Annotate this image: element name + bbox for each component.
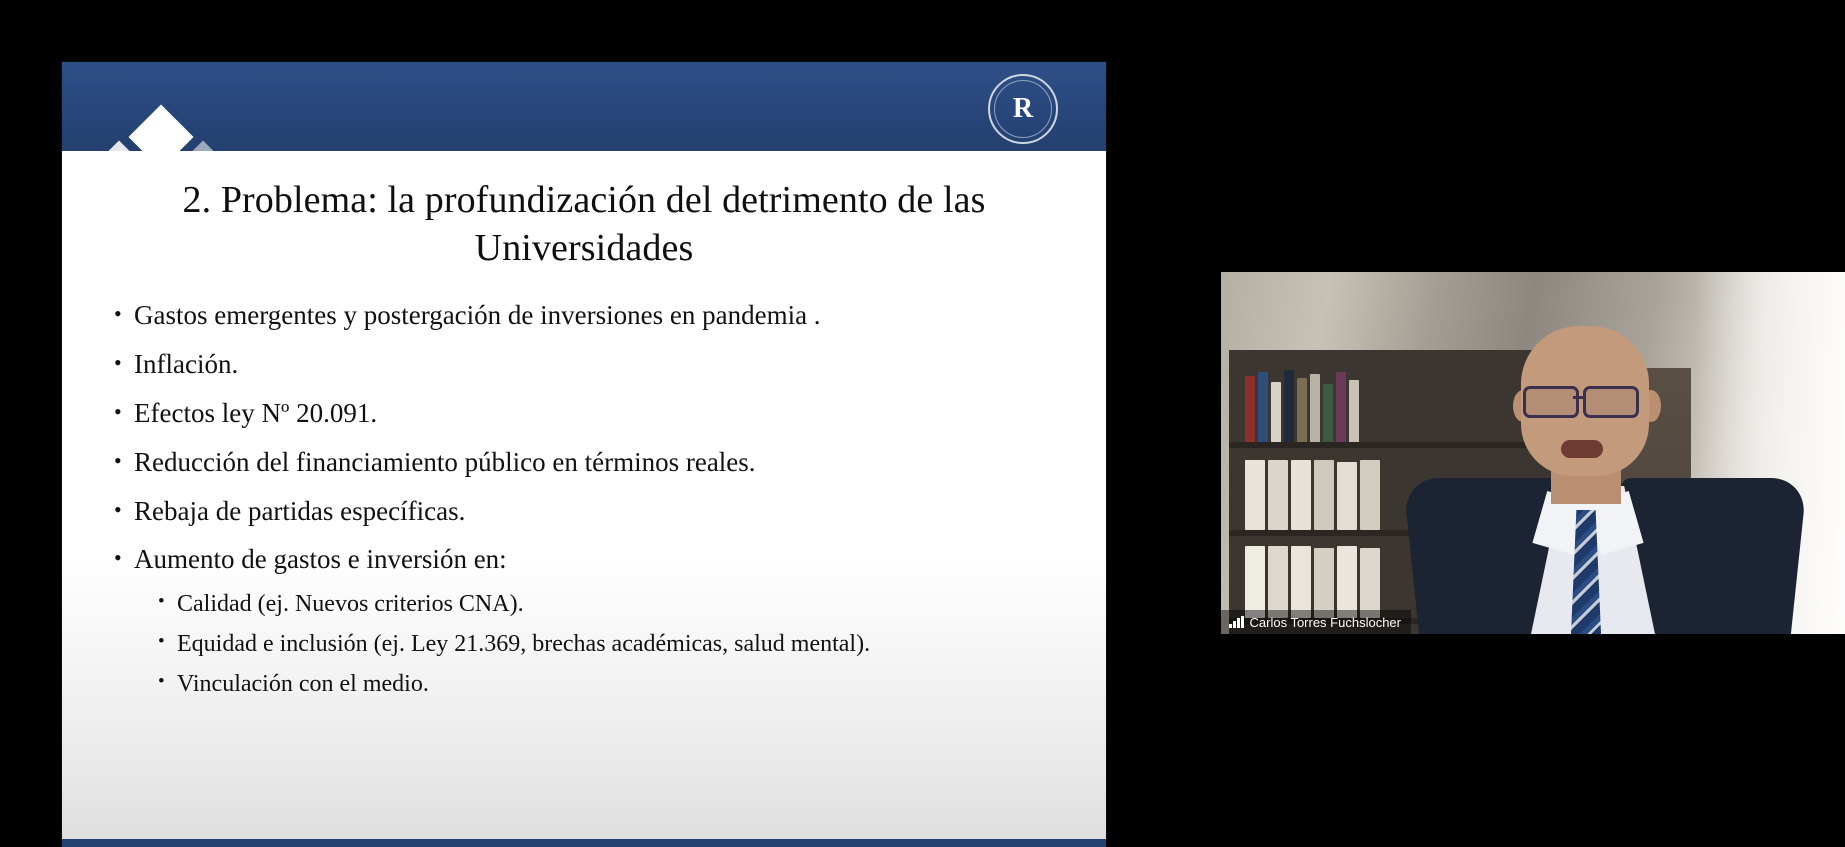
participant-name-badge xyxy=(1221,610,1411,634)
list-item xyxy=(114,446,1066,479)
eyeglasses-icon xyxy=(1523,386,1649,412)
list-item xyxy=(114,348,1066,381)
bullet-point-icon: • xyxy=(158,591,165,613)
slide-bullet-list xyxy=(114,299,1066,699)
presentation-slide xyxy=(62,62,1106,847)
bullet-point-icon: • xyxy=(158,631,165,653)
slide-header-band xyxy=(62,62,1106,151)
sub-bullet-text: Vinculación con el medio. xyxy=(177,670,429,697)
bullet-text: Reducción del financiamiento público en términos reales. xyxy=(134,446,756,477)
participant-name-label: Carlos Torres Fuchslocher xyxy=(1249,614,1401,630)
bullet-point-icon: • xyxy=(114,496,122,522)
list-item xyxy=(114,495,1066,528)
bullet-text: Aumento de gastos e inversión en: xyxy=(134,544,507,575)
slide-decorative-diamonds xyxy=(62,62,362,151)
bullet-text: Efectos ley Nº 20.091. xyxy=(134,397,378,428)
bullet-point-icon: • xyxy=(114,349,122,375)
slide-footer-band xyxy=(62,839,1106,847)
list-item xyxy=(158,630,1066,659)
slide-sub-bullet-list xyxy=(158,590,1066,698)
bullet-text: Gastos emergentes y postergación de inversiones en pandemia . xyxy=(134,299,821,330)
bullet-point-icon: • xyxy=(114,300,122,326)
slide-content-area xyxy=(62,151,1106,847)
bullet-text: Inflación. xyxy=(134,348,239,379)
list-item xyxy=(114,299,1066,332)
list-item xyxy=(158,590,1066,619)
list-item xyxy=(158,670,1066,699)
sub-bullet-text: Equidad e inclusión (ej. Ley 21.369, brechas académicas, salud mental). xyxy=(177,631,871,658)
university-seal-icon xyxy=(988,74,1058,144)
bullet-point-icon: • xyxy=(114,545,122,571)
signal-bars-icon xyxy=(1229,616,1244,628)
seal-ring xyxy=(994,80,1052,138)
seal-mark: R xyxy=(1012,93,1034,124)
slide-title: 2. Problema: la profundización del detrimento de las Universidades xyxy=(182,179,986,269)
sub-bullet-text: Calidad (ej. Nuevos criterios CNA). xyxy=(177,591,524,618)
bullet-point-icon: • xyxy=(158,670,165,692)
bullet-point-icon: • xyxy=(114,398,122,424)
diamond-shape-icon xyxy=(128,104,193,151)
mouth xyxy=(1561,440,1603,458)
list-item xyxy=(114,543,1066,576)
bullet-point-icon: • xyxy=(114,447,122,473)
list-item xyxy=(114,397,1066,430)
bullet-text: Rebaja de partidas específicas. xyxy=(134,495,466,526)
participant-video-tile[interactable] xyxy=(1221,272,1845,634)
